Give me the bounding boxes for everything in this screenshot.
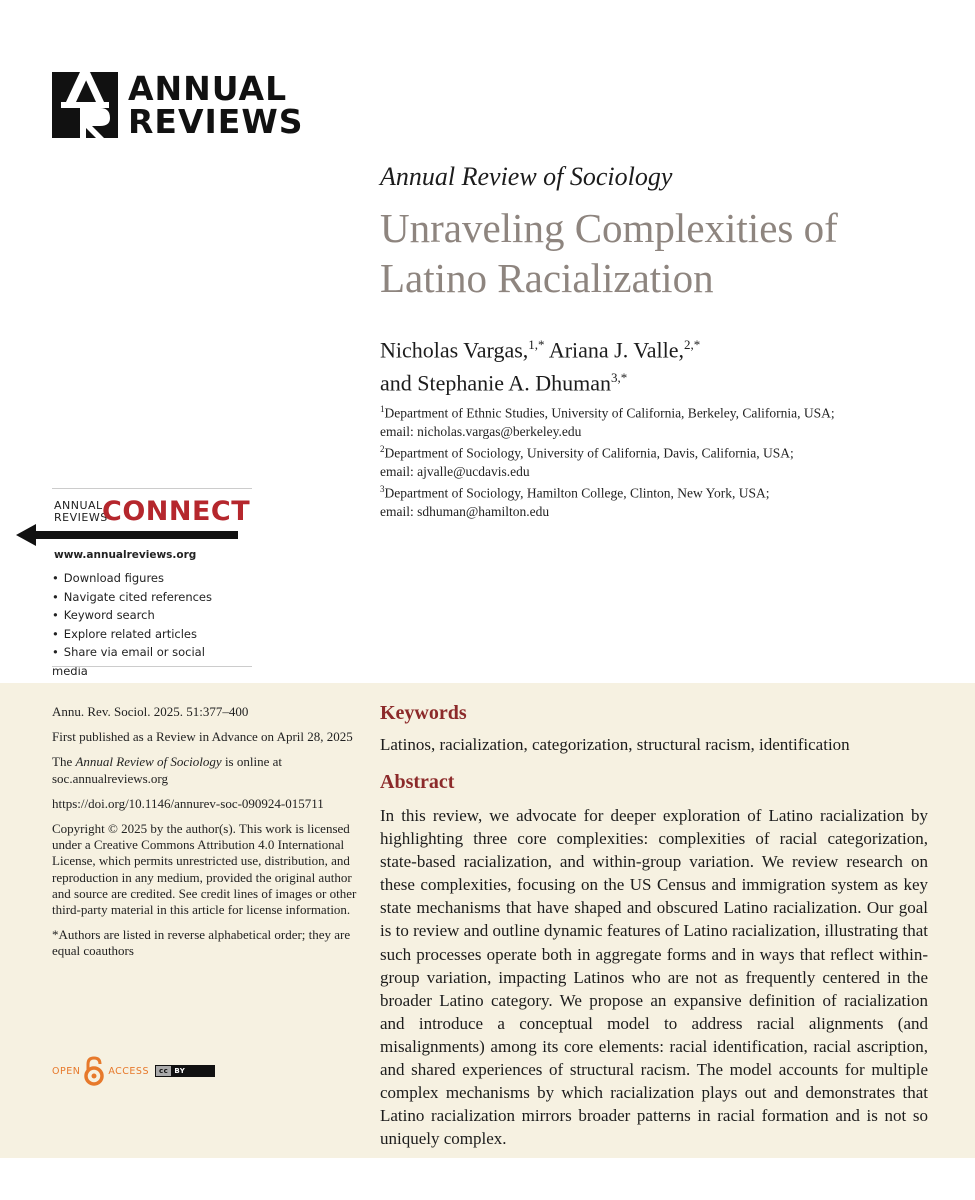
affiliation-email[interactable]: email: nicholas.vargas@berkeley.edu bbox=[380, 423, 582, 439]
author-name: Nicholas Vargas, bbox=[380, 337, 529, 363]
author-list bbox=[380, 331, 940, 398]
citation: Annu. Rev. Sociol. 2025. 51:377–400 bbox=[52, 704, 249, 719]
affiliation-number: 1 bbox=[380, 404, 385, 414]
ar-logo-icon bbox=[52, 72, 118, 138]
abstract-heading: Abstract bbox=[380, 771, 455, 793]
arrow-left-icon bbox=[16, 524, 238, 546]
connect-reviews: REVIEWS bbox=[54, 511, 108, 524]
annual-reviews-logo bbox=[52, 69, 304, 141]
author-name: and Stephanie A. Dhuman bbox=[380, 370, 611, 396]
open-access-badge bbox=[52, 1056, 215, 1086]
affiliation-dept: Department of Ethnic Studies, University of California, Berkeley, California, USA; bbox=[384, 405, 835, 421]
open-access-lock-icon bbox=[83, 1056, 105, 1086]
article-info-sidebar bbox=[52, 704, 357, 969]
affiliation-dept: Department of Sociology, Hamilton College, Clinton, New York, USA; bbox=[384, 485, 770, 501]
list-item: • Keyword search bbox=[52, 606, 238, 625]
authorship-note: *Authors are listed in reverse alphabetical order; they are equal coauthors bbox=[52, 927, 351, 959]
affiliation-2 bbox=[380, 440, 940, 481]
cc-by-license-icon bbox=[155, 1065, 215, 1077]
connect-brand-small bbox=[54, 500, 108, 524]
author-affiliation-mark: 1,* bbox=[528, 337, 545, 352]
list-item: • Share via email or social media bbox=[52, 643, 238, 680]
online-journal: Annual Review of Sociology bbox=[75, 754, 222, 770]
author-name: Ariana J. Valle, bbox=[544, 337, 685, 363]
doi-link[interactable]: https://doi.org/10.1146/annurev-soc-090924-015711 bbox=[52, 795, 324, 811]
connect-wordmark: CONNECT bbox=[102, 496, 251, 527]
first-published: First published as a Review in Advance on April 28, 2025 bbox=[52, 729, 353, 745]
connect-box bbox=[16, 488, 251, 678]
list-item: • Explore related articles bbox=[52, 625, 238, 644]
affiliation-number: 3 bbox=[380, 484, 385, 494]
list-item: • Navigate cited references bbox=[52, 588, 238, 607]
connect-feature-list bbox=[52, 569, 238, 680]
cc-label: cc bbox=[156, 1066, 171, 1076]
logo-line-reviews: REVIEWS bbox=[128, 102, 304, 141]
connect-annual: ANNUAL bbox=[54, 499, 103, 512]
affiliation-number: 2 bbox=[380, 444, 385, 454]
divider bbox=[52, 488, 252, 489]
online-pre: The bbox=[52, 754, 76, 770]
article-title: Unraveling Complexities of Latino Racialization bbox=[380, 205, 838, 301]
keywords-heading: Keywords bbox=[380, 702, 467, 724]
author-affiliation-mark: 2,* bbox=[684, 337, 701, 352]
by-label: BY bbox=[174, 1067, 186, 1075]
divider bbox=[52, 666, 252, 667]
keywords-text: Latinos, racialization, categorization, structural racism, identification bbox=[380, 735, 850, 754]
online-post: is online at soc.annualreviews.org bbox=[52, 754, 282, 786]
copyright: Copyright © 2025 by the author(s). This work is licensed under a Creative Commons Attribution 4.0 International License, which permits unrestricted use, distribution, and reproduction in any medium, provided the original author and source are credited. See credit lines of images or other third-party material in this article for license information. bbox=[52, 821, 357, 918]
abstract-text: In this review, we advocate for deeper exploration of Latino racialization by highlighting three core complexities: complexities of racial categorization, state-based racialization, and within-group variation. We review research on these complexities, focusing on the US Census and immigration system as key state mechanisms that have shaped and obscured Latino racialization. Our goal is to review and outline dynamic features of Latino racialization, illustrating that such processes operate both in aggregate forms and in ways that reflect within-group variation, impacting Latinos who are not as frequently centered in the broader Latino category. We propose an expansive definition of racialization and introduce a conceptual model to address racial alignments (and misalignments) among its core elements: racial identification, racial ascription, and shared experiences of structural racism. The model accounts for multiple complex mechanisms by which racialization plays out and demonstrates that Latino racialization mirrors broader patterns in racial formation and is not so uniquely complex. bbox=[380, 806, 928, 1149]
list-item: • Download figures bbox=[52, 569, 238, 588]
affiliation-1 bbox=[380, 400, 940, 441]
affiliation-email[interactable]: email: sdhuman@hamilton.edu bbox=[380, 503, 550, 519]
journal-name: Annual Review of Sociology bbox=[380, 162, 673, 191]
affiliation-3 bbox=[380, 480, 940, 521]
logo-line-annual: ANNUAL bbox=[128, 69, 288, 108]
connect-url[interactable]: www.annualreviews.org bbox=[54, 549, 197, 561]
open-label: OPEN bbox=[52, 1065, 81, 1077]
access-label: ACCESS bbox=[108, 1065, 149, 1077]
online-note bbox=[52, 754, 357, 786]
author-affiliation-mark: 3,* bbox=[610, 370, 628, 386]
affiliation-dept: Department of Sociology, University of California, Davis, California, USA; bbox=[384, 445, 794, 461]
affiliation-email[interactable]: email: ajvalle@ucdavis.edu bbox=[380, 463, 530, 479]
